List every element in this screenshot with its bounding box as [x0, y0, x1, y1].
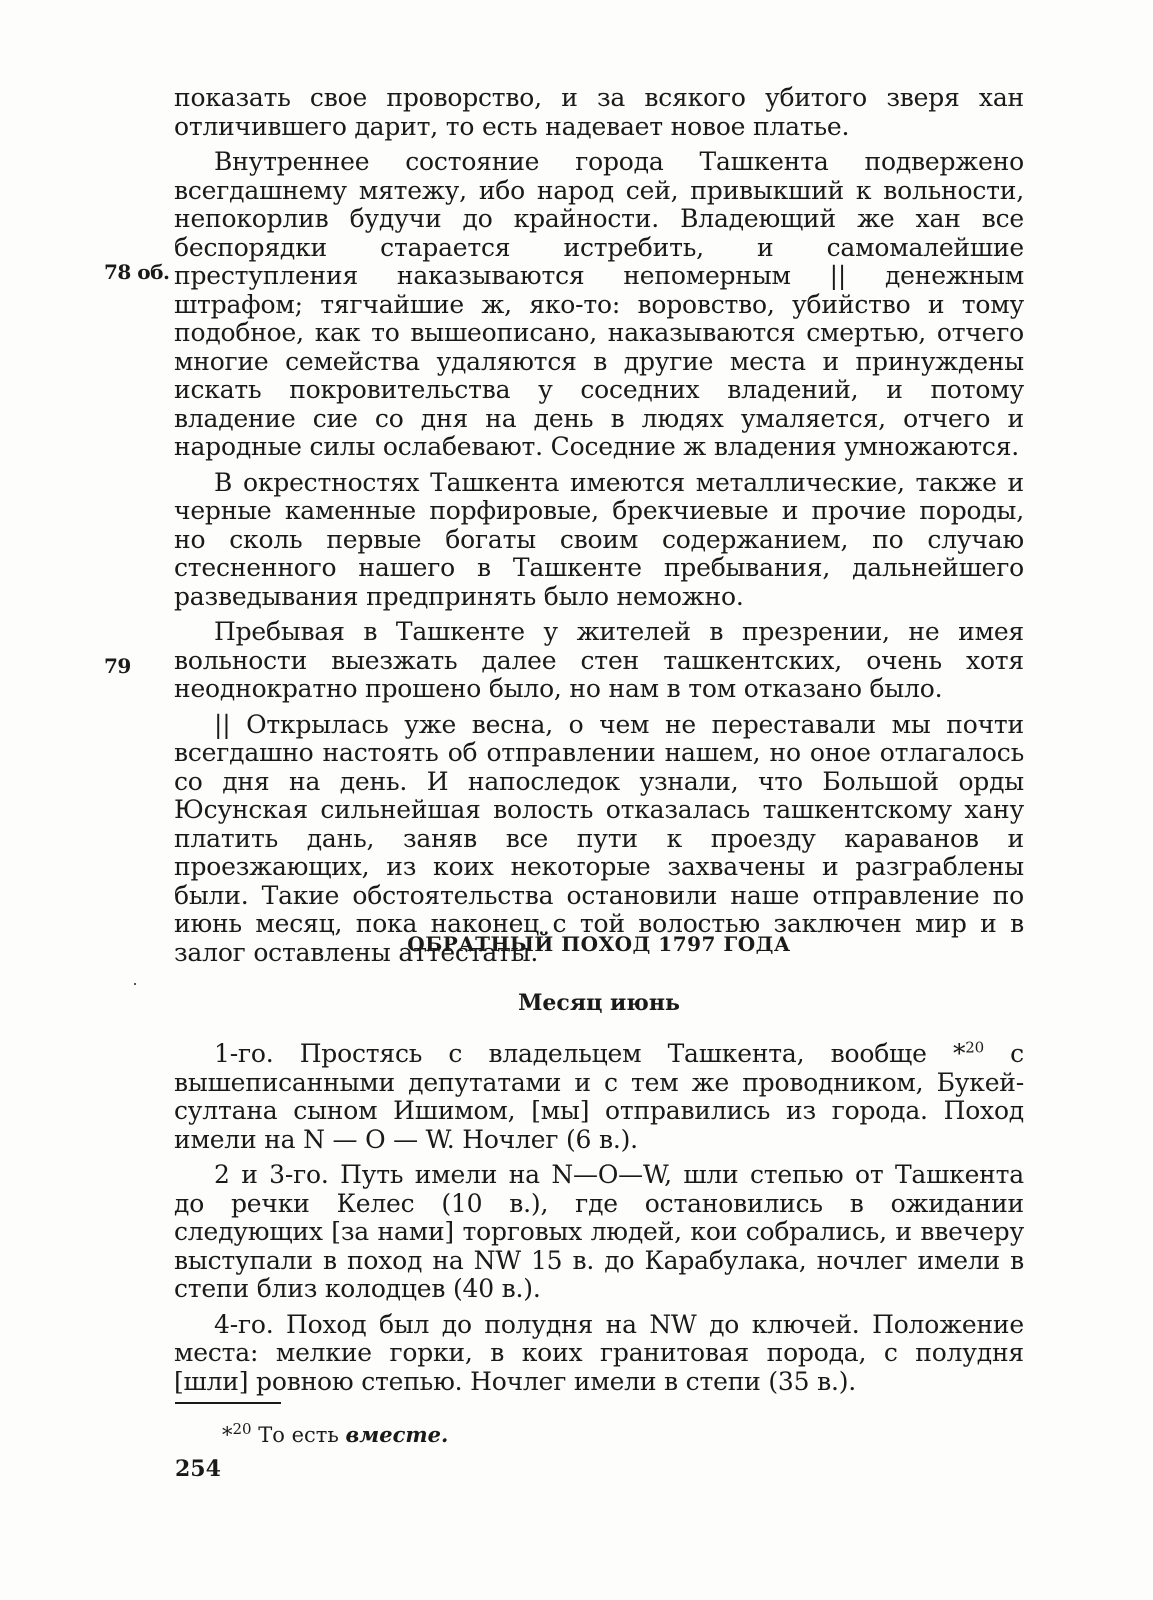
paragraph: Внутреннее состояние города Ташкента подвержено всегдашнему мятежу, ибо народ сей, привыкший к вольности, непокорлив будучи до крайности. Владеющий же хан все беспорядки старается истребить, и самомалейшие преступления наказываются непомерным || денежным штрафом; тягчайшие ж, яко-то: воровство, убийство и тому подобное, как то вышеописано, наказываются смертью, отчего многие семейства удаляются в другие места и принуждены искать покровительства у соседних владений, и потому владение сие со дня на день в людях умаляется, отчего и народные силы ослабевают. Соседние ж владения умножаются. — [174, 147, 1024, 461]
section-heading: ОБРАТНЫЙ ПОХОД 1797 ГОДА — [407, 932, 791, 956]
footnote-text: То есть — [251, 1423, 346, 1447]
footnote-divider — [175, 1402, 281, 1404]
journal-entry — [174, 1040, 1024, 1154]
margin-folio-note: 78 об. — [104, 260, 170, 284]
main-text-top — [174, 84, 1024, 974]
journal-entry: 2 и 3-го. Путь имели на N—O—W, шли степью от Ташкента до речки Келес (10 в.), где остановились в ожидании следующих [за нами] торговых людей, кои собрались, и ввечеру выступали в поход на NW 15 в. до Карабулака, ночлег имели в степи близ колодцев (40 в.). — [174, 1160, 1024, 1303]
footnote-emphasis: вместе. — [345, 1422, 449, 1447]
margin-folio-note: 79 — [104, 654, 131, 678]
entry-text: 1-го. Простясь с владельцем Ташкента, вообще — [214, 1039, 953, 1068]
page-number: 254 — [175, 1456, 221, 1482]
footnote-number: 20 — [232, 1420, 252, 1438]
footnote-ref-marker: * — [952, 1039, 966, 1068]
paragraph: Пребывая в Ташкенте у жителей в презрении, не имея вольности выезжать далее стен ташкентских, очень хотя неоднократно прошено было, но нам в том отказано было. — [174, 617, 1024, 703]
main-text-entries — [174, 1040, 1024, 1403]
footnote-marker: * — [222, 1423, 233, 1447]
scan-speck — [134, 983, 136, 985]
footnote-reference[interactable] — [953, 1039, 984, 1068]
footnote-ref-number: 20 — [965, 1038, 984, 1057]
paragraph: || Открылась уже весна, о чем не переставали мы почти всегдашно настоять об отправлении нашем, но оное отлагалось со дня на день. И напоследок узнали, что Большой орды Юсунская сильнейшая волость отказалась ташкентскому хану платить дань, заняв все пути к проезду караванов и проезжающих, из коих некоторые захвачены и разграблены были. Такие обстоятельства остановили наше отправление по июнь месяц, пока наконец с той волостью заключен мир и в залог оставлены аттестаты. — [174, 709, 1024, 967]
journal-entry: 4-го. Поход был до полудня на NW до ключей. Положение места: мелкие горки, в коих гранитовая порода, с полудня [шли] ровною степью. Ночлег имели в степи (35 в.). — [174, 1309, 1024, 1396]
paragraph: В окрестностях Ташкента имеются металлические, также и черные каменные порфировые, брекчиевые и прочие породы, но сколь первые богаты своим содержанием, по случаю стесненного нашего в Ташкенте пребывания, дальнейшего разведывания предпринять было неможно. — [174, 467, 1024, 611]
subheading: Месяц июнь — [518, 990, 680, 1016]
entry-text: с вышеписанными депутатами и с тем же проводником, Букей-султана сыном Ишимом, [мы] отправились из города. Поход имели на N — O — W. Ночлег (6 в.). — [174, 1039, 1024, 1154]
footnote — [222, 1422, 448, 1447]
paragraph: показать свое проворство, и за всякого убитого зверя хан отличившего дарит, то есть надевает новое платье. — [174, 83, 1024, 141]
